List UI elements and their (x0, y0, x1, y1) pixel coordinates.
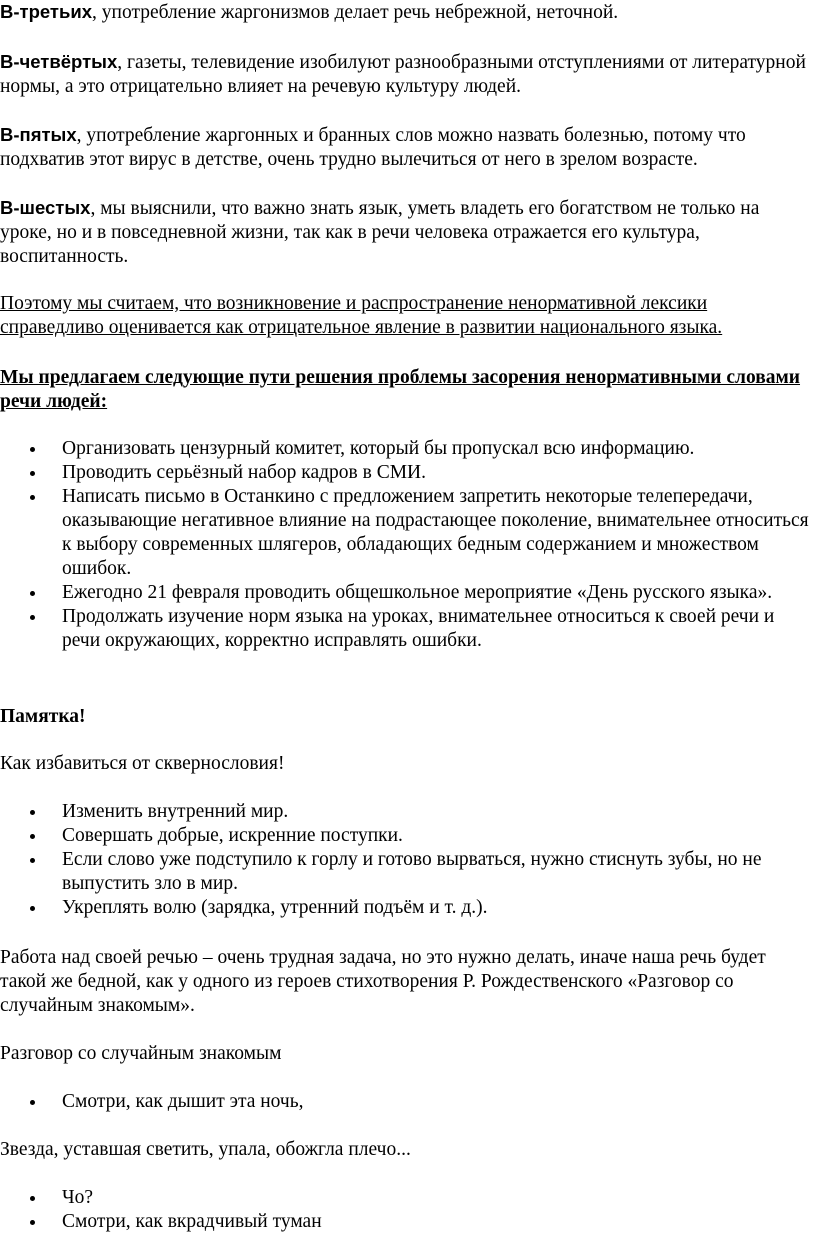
paragraph-fifth (0, 123, 812, 172)
bullet-icon (30, 906, 35, 911)
list-item: Проводить серьёзный набор кадров в СМИ. (0, 461, 816, 485)
bullet-icon (30, 810, 35, 815)
paragraph-lead: В-четвёртых (0, 51, 118, 72)
paragraph-fourth (0, 50, 812, 99)
memo-subtitle: Как избавиться от сквернословия! (0, 753, 285, 774)
list-item: Если слово уже подступило к горлу и готово вырваться, нужно стиснуть зубы, но не выпустить зло в мир. (0, 848, 816, 896)
poem-title: Разговор со случайным знакомым (0, 1043, 282, 1064)
bullet-icon (30, 447, 35, 452)
paragraph-lead: В-пятых (0, 124, 77, 145)
list-item: Организовать цензурный комитет, который бы пропускал всю информацию. (0, 437, 816, 461)
paragraph-text: , употребление жаргонизмов делает речь небрежной, неточной. (92, 2, 619, 23)
bullet-icon (30, 471, 35, 476)
list-item: Ежегодно 21 февраля проводить общешкольное мероприятие «День русского языка». (0, 581, 816, 605)
bullet-icon (30, 495, 35, 500)
proposal-list (0, 437, 816, 653)
paragraph-text: , мы выяснили, что важно знать язык, уметь владеть его богатством не только на уроке, но и в повседневной жизни, так как в речи человека отражается его культура, воспитанность. (0, 198, 760, 267)
bullet-icon (30, 1220, 35, 1225)
list-item: Совершать добрые, искренние поступки. (0, 824, 816, 848)
memo-list (0, 800, 816, 920)
list-item: Смотри, как вкрадчивый туман (0, 1210, 816, 1234)
proposal-heading: Мы предлагаем следующие пути решения проблемы засорения ненормативными словами речи людей: (0, 367, 801, 412)
list-item: Продолжать изучение норм языка на уроках, внимательнее относиться к своей речи и речи окружающих, корректно исправлять ошибки. (0, 605, 816, 653)
poem-list-2 (0, 1186, 816, 1234)
bullet-icon (30, 1196, 35, 1201)
paragraph-text: , употребление жаргонных и бранных слов можно назвать болезнью, потому что подхватив этот вирус в детстве, очень трудно вылечиться от него в зрелом возрасте. (0, 125, 746, 170)
list-item: Чо? (0, 1186, 816, 1210)
paragraph-lead: В-третьих (0, 1, 93, 22)
poem-line: Звезда, уставшая светить, упала, обожгла плечо... (0, 1139, 411, 1160)
paragraph-third (0, 0, 812, 25)
paragraph-text: , газеты, телевидение изобилуют разнообразными отступлениями от литературной нормы, а это отрицательно влияет на речевую культуру людей. (0, 52, 806, 97)
paragraph-sixth (0, 196, 812, 269)
memo-title: Памятка! (0, 706, 86, 727)
poem-list-1 (0, 1090, 816, 1114)
bullet-icon (30, 1100, 35, 1105)
list-item: Изменить внутренний мир. (0, 800, 816, 824)
bullet-icon (30, 858, 35, 863)
bullet-icon (30, 834, 35, 839)
conclusion-paragraph: Поэтому мы считаем, что возникновение и распространение ненормативной лексики справедливо оценивается как отрицательное явление в развитии национального языка. (0, 293, 723, 338)
closing-paragraph: Работа над своей речью – очень трудная задача, но это нужно делать, иначе наша речь будет такой же бедной, как у одного из героев стихотворения Р. Рождественского «Разговор со случайным знакомым». (0, 947, 766, 1016)
bullet-icon (30, 591, 35, 596)
paragraph-lead: В-шестых (0, 197, 91, 218)
bullet-icon (30, 615, 35, 620)
list-item: Смотри, как дышит эта ночь, (0, 1090, 816, 1114)
list-item: Укреплять волю (зарядка, утренний подъём и т. д.). (0, 896, 816, 920)
list-item: Написать письмо в Останкино с предложением запретить некоторые телепередачи, оказывающие негативное влияние на подрастающее поколение, внимательнее относиться к выбору современных шлягеров, обладающих бедным содержанием и множеством ошибок. (0, 485, 816, 581)
